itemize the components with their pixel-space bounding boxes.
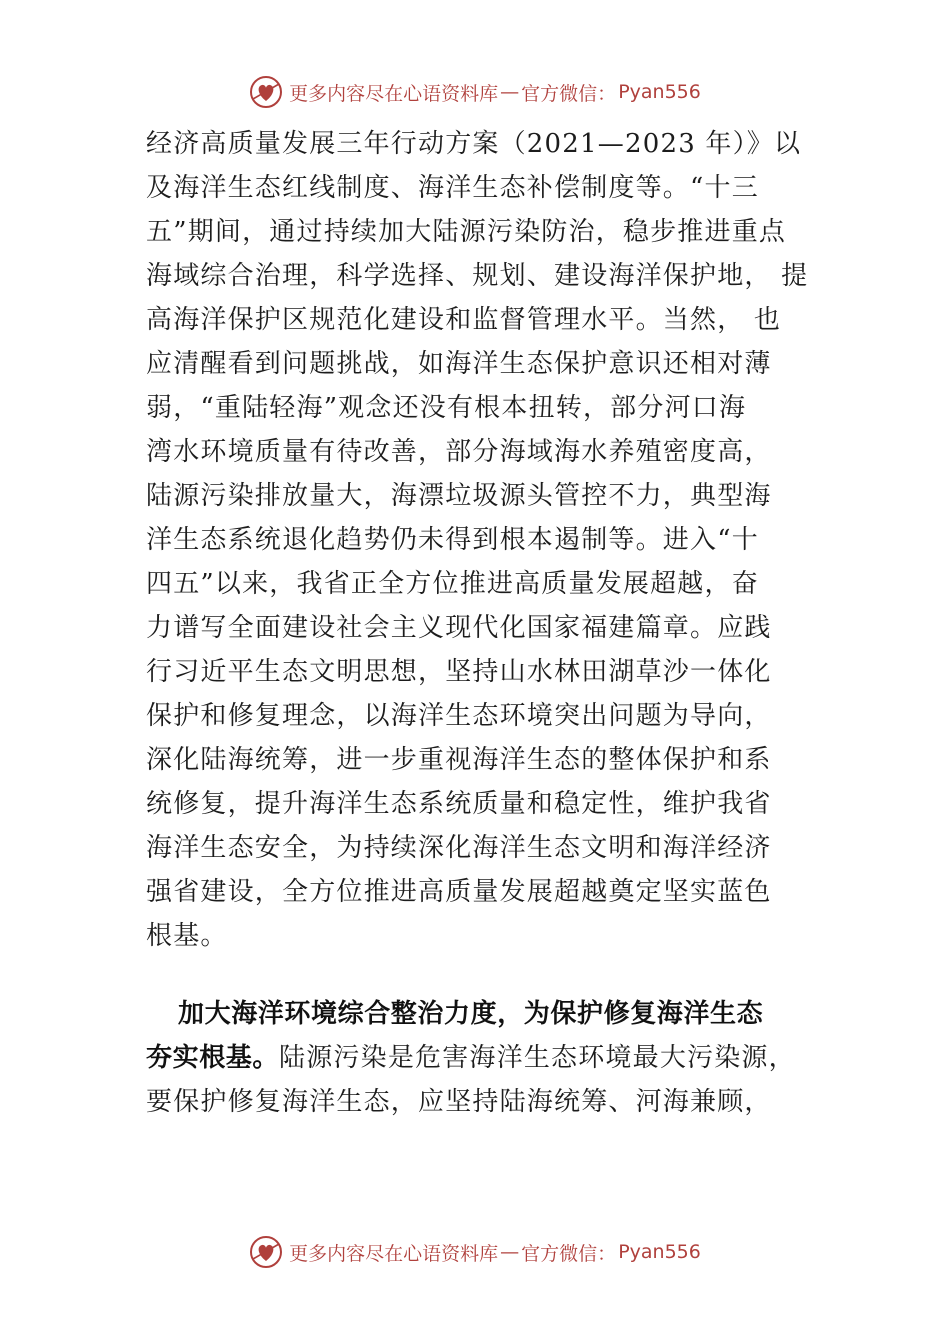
watermark-separator: — [500,1241,520,1263]
body-line: 统修复，提升海洋生态系统质量和稳定性，维护我省 [146,789,772,819]
body-line: 高海洋保护区规范化建设和监督管理水平。当然， 也 [146,305,782,335]
body-line: 及海洋生态红线制度、海洋生态补偿制度等。“十三 [146,173,759,203]
watermark-site-text: 更多内容尽在心语资料库 [289,1242,499,1265]
body-line: 海洋生态安全，为持续深化海洋生态文明和海洋经济 [146,833,772,863]
body-line: 海域综合治理，科学选择、规划、建设海洋保护地， 提 [146,261,809,291]
body-line: 陆源污染排放量大，海漂垃圾源头管控不力，典型海 [146,481,772,511]
body-line: 保护和修复理念，以海洋生态环境突出问题为导向， [146,701,772,731]
watermark-header [0,72,950,112]
watermark-label: 官方微信： [521,82,617,105]
watermark-site-text: 更多内容尽在心语资料库 [289,82,499,105]
body-line: 行习近平生态文明思想，坚持山水林田湖草沙一体化 [146,657,772,687]
body-line: 力谱写全面建设社会主义现代化国家福建篇章。应践 [146,613,772,643]
section-line2-text: 陆源污染是危害海洋生态环境最大污染源， [279,1043,796,1073]
section-line2 [146,1038,826,1078]
section-heading-line2: 夯实根基。 [146,1043,280,1073]
body-line: 强省建设，全方位推进高质量发展超越奠定坚实蓝色 [146,877,772,907]
body-line: 洋生态系统退化趋势仍未得到根本遏制等。进入“十 [146,525,759,555]
watermark-label: 官方微信： [521,1242,617,1265]
body-line: 深化陆海统筹，进一步重视海洋生态的整体保护和系 [146,745,772,775]
body-line: 湾水环境质量有待改善，部分海域海水养殖密度高， [146,437,772,467]
body-line: 五”期间，通过持续加大陆源污染防治，稳步推进重点 [146,217,787,247]
watermark-footer [0,1232,950,1272]
section-line3: 要保护修复海洋生态，应坚持陆海统筹、河海兼顾， [146,1087,772,1117]
heart-logo-icon [249,1235,283,1269]
body-line: 根基。 [146,921,228,951]
watermark-separator: — [500,81,520,103]
body-line: 四五”以来，我省正全方位推进高质量发展超越，奋 [146,569,759,599]
watermark-account: Pyan556 [618,1241,701,1263]
watermark-account: Pyan556 [618,81,701,103]
body-line: 应清醒看到问题挑战，如海洋生态保护意识还相对薄 [146,349,772,379]
body-line: 弱，“重陆轻海”观念还没有根本扭转，部分河口海 [146,393,747,423]
body-line: 经济高质量发展三年行动方案（2021—2023 年）》以 [146,129,802,159]
section-heading-line1: 加大海洋环境综合整治力度，为保护修复海洋生态 [178,999,764,1029]
heart-logo-icon [249,75,283,109]
